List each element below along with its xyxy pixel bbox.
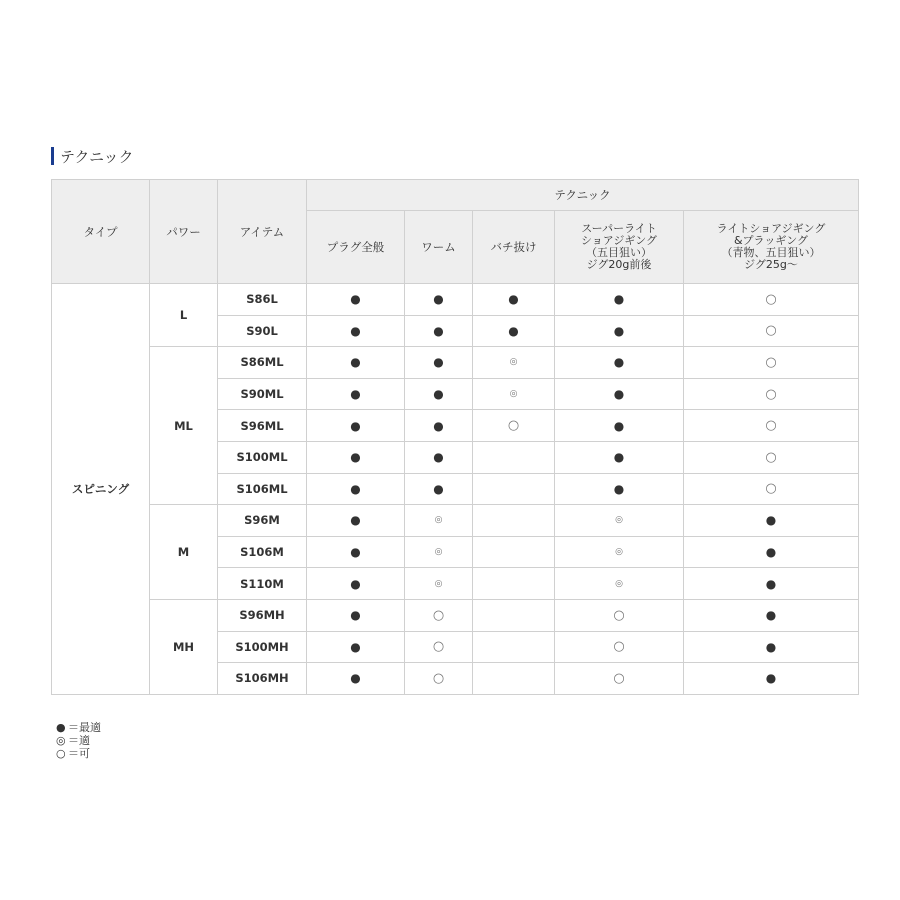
rating-cell: ●: [405, 347, 473, 379]
rating-cell: ●: [307, 315, 405, 347]
item-cell: S90ML: [218, 378, 307, 410]
item-cell: S96M: [218, 505, 307, 537]
rating-cell: ◎: [555, 536, 684, 568]
header-technique-2: [473, 211, 555, 284]
item-cell: S96MH: [218, 599, 307, 631]
rating-cell: [473, 631, 555, 663]
table-row: [52, 284, 859, 316]
rating-cell: ●: [684, 599, 859, 631]
section-heading: [51, 145, 134, 167]
rating-cell: ○: [473, 410, 555, 442]
rating-cell: [473, 441, 555, 473]
legend-symbol: ◎: [56, 734, 66, 747]
rating-cell: [473, 536, 555, 568]
rating-cell: ◎: [473, 378, 555, 410]
section-title: テクニック: [60, 147, 134, 166]
rating-cell: ○: [684, 473, 859, 505]
item-cell: S106ML: [218, 473, 307, 505]
rating-cell: ○: [684, 441, 859, 473]
header-power: パワー: [150, 180, 218, 284]
rating-cell: ●: [684, 505, 859, 537]
rating-cell: ○: [555, 599, 684, 631]
rating-cell: [473, 599, 555, 631]
rating-cell: [473, 568, 555, 600]
item-cell: S100ML: [218, 441, 307, 473]
item-cell: S106M: [218, 536, 307, 568]
header-technique-line: バチ抜け: [490, 240, 537, 254]
rating-cell: ●: [555, 315, 684, 347]
rating-cell: ○: [684, 315, 859, 347]
header-technique-line: ジグ20g前後: [586, 258, 652, 271]
rating-cell: ●: [684, 536, 859, 568]
technique-table: [51, 179, 859, 695]
rating-cell: ●: [405, 473, 473, 505]
rating-cell: ○: [684, 378, 859, 410]
rating-cell: ○: [684, 347, 859, 379]
header-technique-group: テクニック: [307, 180, 859, 211]
legend-item: [56, 721, 101, 734]
header-technique-1: [405, 211, 473, 284]
rating-cell: ●: [307, 410, 405, 442]
rating-cell: ●: [307, 378, 405, 410]
rating-cell: ●: [307, 599, 405, 631]
header-technique-line: ライトショアジギング: [716, 222, 826, 235]
rating-cell: ●: [555, 473, 684, 505]
rating-cell: ●: [405, 284, 473, 316]
rating-cell: ○: [684, 284, 859, 316]
rating-cell: ●: [473, 315, 555, 347]
item-cell: S86L: [218, 284, 307, 316]
power-cell: L: [150, 284, 218, 347]
rating-cell: [473, 505, 555, 537]
header-item: アイテム: [218, 180, 307, 284]
rating-cell: ○: [684, 410, 859, 442]
legend-item: [56, 747, 101, 760]
header-technique-line: （青物、五目狙い）: [721, 246, 821, 259]
item-cell: S96ML: [218, 410, 307, 442]
item-cell: S100MH: [218, 631, 307, 663]
rating-cell: ●: [555, 441, 684, 473]
power-cell: MH: [150, 599, 218, 694]
rating-cell: ◎: [405, 505, 473, 537]
legend-text: ＝可: [68, 747, 90, 760]
table-row: [52, 599, 859, 631]
rating-cell: ◎: [405, 568, 473, 600]
rating-cell: ●: [307, 441, 405, 473]
rating-cell: ○: [555, 663, 684, 695]
rating-cell: ●: [307, 536, 405, 568]
rating-cell: ◎: [405, 536, 473, 568]
power-cell: ML: [150, 347, 218, 505]
rating-cell: ○: [405, 663, 473, 695]
rating-cell: ●: [405, 378, 473, 410]
header-technique-line: （五目狙い）: [586, 246, 652, 259]
header-technique-line: &プラッギング: [733, 234, 809, 247]
rating-cell: ●: [405, 441, 473, 473]
item-cell: S106MH: [218, 663, 307, 695]
power-cell: M: [150, 505, 218, 600]
rating-cell: ●: [307, 284, 405, 316]
rating-cell: ●: [405, 410, 473, 442]
legend: [56, 721, 101, 760]
rating-cell: ●: [684, 631, 859, 663]
rating-cell: ●: [684, 663, 859, 695]
rating-cell: [473, 473, 555, 505]
legend-symbol: ●: [56, 721, 66, 734]
rating-cell: ◎: [555, 568, 684, 600]
rating-cell: ●: [555, 378, 684, 410]
rating-cell: ●: [307, 505, 405, 537]
legend-item: [56, 734, 101, 747]
rating-cell: ○: [405, 631, 473, 663]
header-technique-line: ジグ25g～: [744, 258, 798, 271]
legend-text: ＝最適: [68, 721, 101, 734]
header-type: タイプ: [52, 180, 150, 284]
item-cell: S110M: [218, 568, 307, 600]
table-body: [52, 284, 859, 695]
table-row: [52, 347, 859, 379]
type-cell: スピニング: [52, 284, 150, 695]
rating-cell: ●: [555, 284, 684, 316]
rating-cell: [473, 663, 555, 695]
heading-accent-bar: [51, 147, 54, 165]
header-technique-line: ワーム: [421, 240, 456, 254]
rating-cell: ●: [307, 631, 405, 663]
legend-symbol: ○: [56, 747, 66, 760]
header-technique-4: [684, 211, 859, 284]
header-technique-3: [555, 211, 684, 284]
rating-cell: ●: [307, 473, 405, 505]
header-technique-line: スーパーライト: [581, 222, 657, 235]
header-technique-0: [307, 211, 405, 284]
legend-text: ＝適: [68, 734, 90, 747]
rating-cell: ◎: [555, 505, 684, 537]
rating-cell: ○: [555, 631, 684, 663]
header-technique-line: プラグ全般: [326, 240, 385, 254]
table-row: [52, 505, 859, 537]
rating-cell: ●: [555, 410, 684, 442]
item-cell: S90L: [218, 315, 307, 347]
rating-cell: ●: [307, 663, 405, 695]
rating-cell: ●: [684, 568, 859, 600]
rating-cell: ○: [405, 599, 473, 631]
rating-cell: ●: [473, 284, 555, 316]
rating-cell: ●: [555, 347, 684, 379]
rating-cell: ●: [405, 315, 473, 347]
rating-cell: ●: [307, 347, 405, 379]
rating-cell: ◎: [473, 347, 555, 379]
header-technique-line: ショアジギング: [580, 234, 657, 247]
rating-cell: ●: [307, 568, 405, 600]
item-cell: S86ML: [218, 347, 307, 379]
